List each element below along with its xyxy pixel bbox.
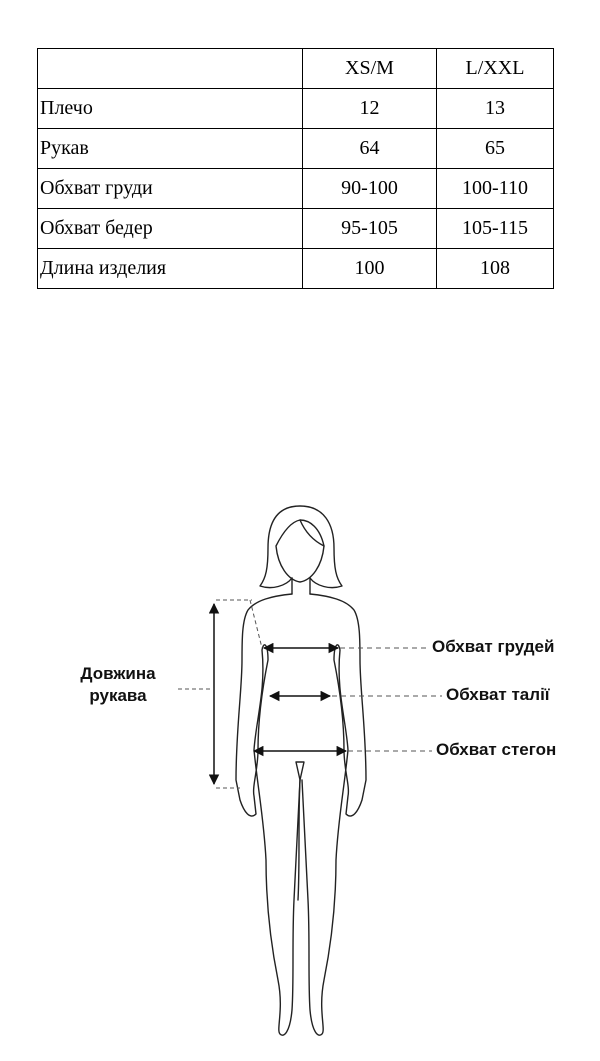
waist-label: Обхват талії — [446, 685, 550, 704]
row-label: Рукав — [38, 129, 303, 169]
hip-label: Обхват стегон — [436, 740, 557, 759]
row-value-l-xxl: 65 — [437, 129, 554, 169]
right-body-outline — [302, 594, 366, 1035]
row-label: Плечо — [38, 89, 303, 129]
row-label: Обхват груди — [38, 169, 303, 209]
row-label: Длина изделия — [38, 249, 303, 289]
row-value-l-xxl: 108 — [437, 249, 554, 289]
header-l-xxl: L/XXL — [437, 49, 554, 89]
hair-outline — [260, 506, 342, 588]
sleeve-length-label-line1: Довжина — [80, 664, 156, 683]
sleeve-length-label — [60, 663, 176, 707]
header-xs-m: XS/M — [303, 49, 437, 89]
row-label: Обхват бедер — [38, 209, 303, 249]
sleeve-length-label-line2: рукава — [89, 686, 147, 705]
row-value-xs-m: 90-100 — [303, 169, 437, 209]
row-value-xs-m: 95-105 — [303, 209, 437, 249]
row-value-l-xxl: 105-115 — [437, 209, 554, 249]
left-body-outline — [236, 594, 300, 1035]
row-value-xs-m: 12 — [303, 89, 437, 129]
row-value-l-xxl: 13 — [437, 89, 554, 129]
chest-label: Обхват грудей — [432, 637, 555, 656]
row-value-xs-m: 64 — [303, 129, 437, 169]
row-value-xs-m: 100 — [303, 249, 437, 289]
face-outline — [276, 520, 324, 582]
row-value-l-xxl: 100-110 — [437, 169, 554, 209]
